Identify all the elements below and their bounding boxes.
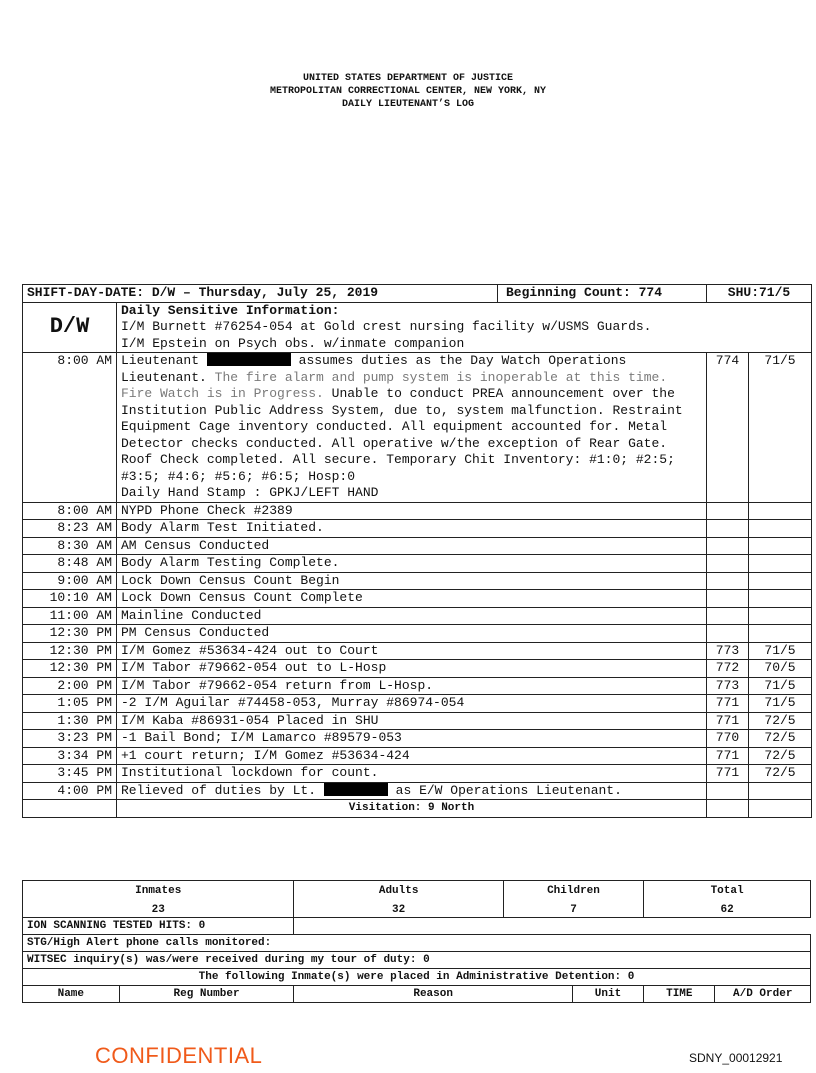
entry-count: 773 — [707, 642, 749, 660]
entry-shu — [749, 520, 812, 538]
entry-text-b: assumes duties as the Day Watch Operations Lieutenant. — [121, 353, 627, 385]
entry-count: 774 — [707, 353, 749, 503]
entry-time: 8:48 AM — [23, 555, 117, 573]
first-entry-row — [23, 353, 812, 503]
last-entry-row — [23, 782, 812, 800]
witsec-inquiry: WITSEC inquiry(s) was/were received during my tour of duty: 0 — [23, 952, 811, 969]
entry-time: 8:30 AM — [23, 537, 117, 555]
entry-time: 9:00 AM — [23, 572, 117, 590]
entry-text-grey: The fire alarm and pump system is inoperable at this time. Fire Watch is in Progress. — [121, 369, 668, 401]
admin-row — [23, 969, 811, 986]
sensitive-line-1: I/M Burnett #76254-054 at Gold crest nursing facility w/USMS Guards. — [121, 319, 652, 334]
entry-time: 11:00 AM — [23, 607, 117, 625]
entry-shu — [749, 537, 812, 555]
header-line-2: METROPOLITAN CORRECTIONAL CENTER, NEW YORK, NY — [269, 86, 547, 97]
entry-count: 770 — [707, 730, 749, 748]
log-entry-row — [23, 537, 812, 555]
log-entry-row — [23, 695, 812, 713]
entry-shu — [749, 607, 812, 625]
entry-shu: 71/5 — [749, 695, 812, 713]
witsec-row — [23, 952, 811, 969]
col-total: Total — [644, 881, 811, 902]
col-unit: Unit — [572, 986, 643, 1003]
entry-count — [707, 590, 749, 608]
entry-text: NYPD Phone Check #2389 — [117, 502, 707, 520]
entry-text-d: Daily Hand Stamp : GPKJ/LEFT HAND — [121, 485, 379, 500]
entry-count: 771 — [707, 765, 749, 783]
val-children: 7 — [503, 901, 643, 918]
entry-time: 2:00 PM — [23, 677, 117, 695]
entry-text: I/M Tabor #79662-054 return from L-Hosp. — [117, 677, 707, 695]
visitation-header-row — [23, 881, 811, 902]
entry-shu: 71/5 — [749, 642, 812, 660]
entries-body — [23, 502, 812, 782]
val-adults: 32 — [294, 901, 503, 918]
shu-count: SHU:71/5 — [707, 285, 812, 303]
entry-text: Body Alarm Testing Complete. — [117, 555, 707, 573]
entry-time: 10:10 AM — [23, 590, 117, 608]
log-entry-row — [23, 660, 812, 678]
entry-text-c: Unable to conduct PREA announcement over the Institution Public Address System, due to, system malfunction. Restraint Equipment Cage inventory conducted. All equipment accounted for. Metal Detector checks conducted. All operative w/the exception of Rear Gate. Roof Check completed. All secure. Temporary Chit Inventory: #1:0; #2:5; #3:5; #4:6; #5:6; #6:5; Hosp:0 — [121, 386, 683, 484]
beginning-count: Beginning Count: 774 — [506, 285, 663, 300]
entry-shu — [749, 625, 812, 643]
entry-text — [117, 782, 707, 800]
log-entry-row — [23, 590, 812, 608]
confidential-mark: CONFIDENTIAL — [95, 1043, 263, 1068]
log-entry-row — [23, 520, 812, 538]
log-entry-row — [23, 747, 812, 765]
entry-text — [117, 353, 707, 503]
entry-time: 3:34 PM — [23, 747, 117, 765]
entry-time: 12:30 PM — [23, 642, 117, 660]
entry-count: 771 — [707, 695, 749, 713]
entry-count: 773 — [707, 677, 749, 695]
col-children: Children — [503, 881, 643, 902]
entry-count — [707, 625, 749, 643]
col-time: TIME — [644, 986, 715, 1003]
entry-text-a: Lieutenant — [121, 353, 200, 368]
ion-row — [23, 918, 811, 935]
entry-shu — [749, 590, 812, 608]
stg-calls: STG/High Alert phone calls monitored: — [23, 935, 811, 952]
entry-text: I/M Kaba #86931-054 Placed in SHU — [117, 712, 707, 730]
visitation-title-row — [23, 800, 812, 818]
entry-time: 4:00 PM — [23, 782, 117, 800]
log-entry-row — [23, 625, 812, 643]
shift-code: D/W — [23, 302, 117, 353]
entry-shu: 71/5 — [749, 677, 812, 695]
admin-detention: The following Inmate(s) were placed in Administrative Detention: 0 — [23, 969, 811, 986]
entry-text: PM Census Conducted — [117, 625, 707, 643]
entry-text-b: as E/W Operations Lieutenant. — [395, 782, 622, 798]
entry-shu — [749, 502, 812, 520]
entry-text: I/M Gomez #53634-424 out to Court — [117, 642, 707, 660]
val-inmates: 23 — [23, 901, 294, 918]
ion-scanning: ION SCANNING TESTED HITS: 0 — [23, 918, 294, 935]
log-entry-row — [23, 502, 812, 520]
entry-count — [707, 520, 749, 538]
entry-count — [707, 572, 749, 590]
visitation-table — [22, 880, 811, 1003]
entry-time: 3:23 PM — [23, 730, 117, 748]
visitation-value-row — [23, 901, 811, 918]
log-entry-row — [23, 572, 812, 590]
entry-time: 8:23 AM — [23, 520, 117, 538]
entry-count — [707, 607, 749, 625]
entry-time: 1:30 PM — [23, 712, 117, 730]
entry-time: 3:45 PM — [23, 765, 117, 783]
entry-shu: 72/5 — [749, 730, 812, 748]
entry-time: 12:30 PM — [23, 660, 117, 678]
entry-text: Mainline Conducted — [117, 607, 707, 625]
entry-shu: 71/5 — [749, 353, 812, 503]
col-name: Name — [23, 986, 120, 1003]
log-entry-row — [23, 607, 812, 625]
entry-text: Body Alarm Test Initiated. — [117, 520, 707, 538]
entry-count: 771 — [707, 712, 749, 730]
col-inmates: Inmates — [23, 881, 294, 902]
col-reg-number: Reg Number — [119, 986, 294, 1003]
entry-text-a: Relieved of duties by Lt. — [121, 782, 317, 798]
log-entry-row — [23, 677, 812, 695]
log-entry-row — [23, 765, 812, 783]
sensitive-row — [23, 302, 812, 353]
entry-text: -1 Bail Bond; I/M Lamarco #89579-053 — [117, 730, 707, 748]
summary-row — [23, 285, 812, 303]
log-entry-row — [23, 555, 812, 573]
entry-count — [707, 537, 749, 555]
entry-count — [707, 502, 749, 520]
entry-time: 8:00 AM — [23, 353, 117, 503]
entry-time: 8:00 AM — [23, 502, 117, 520]
entry-count: 772 — [707, 660, 749, 678]
shift-day-date: SHIFT-DAY-DATE: D/W – Thursday, July 25, 2019 — [23, 285, 498, 302]
log-entry-row — [23, 730, 812, 748]
val-total: 62 — [644, 901, 811, 918]
entry-text: Lock Down Census Count Begin — [117, 572, 707, 590]
entry-shu: 72/5 — [749, 765, 812, 783]
entry-text: AM Census Conducted — [117, 537, 707, 555]
col-adults: Adults — [294, 881, 503, 902]
entry-shu — [749, 572, 812, 590]
log-entry-row — [23, 712, 812, 730]
col-ad-order: A/D Order — [715, 986, 811, 1003]
bates-number: SDNY_00012921 — [689, 1051, 783, 1065]
log-entry-row — [23, 642, 812, 660]
entry-text: +1 court return; I/M Gomez #53634-424 — [117, 747, 707, 765]
redaction-bar — [324, 783, 388, 796]
entry-time: 12:30 PM — [23, 625, 117, 643]
stg-row — [23, 935, 811, 952]
document-header — [0, 72, 816, 111]
redaction-bar — [207, 353, 291, 366]
header-line-1: UNITED STATES DEPARTMENT OF JUSTICE — [302, 73, 514, 84]
sensitive-line-2: I/M Epstein on Psych obs. w/inmate companion — [121, 335, 465, 351]
header-line-3: DAILY LIEUTENANT’S LOG — [341, 99, 475, 110]
entry-count — [707, 555, 749, 573]
visitation-title: Visitation: 9 North — [117, 800, 707, 818]
col-reason: Reason — [294, 986, 572, 1003]
sensitive-title: Daily Sensitive Information: — [121, 302, 340, 318]
entry-shu: 72/5 — [749, 747, 812, 765]
log-table — [22, 284, 812, 818]
entry-shu: 72/5 — [749, 712, 812, 730]
entry-text: Lock Down Census Count Complete — [117, 590, 707, 608]
entry-count: 771 — [707, 747, 749, 765]
entry-time: 1:05 PM — [23, 695, 117, 713]
entry-shu — [749, 555, 812, 573]
entry-shu: 70/5 — [749, 660, 812, 678]
entry-text: I/M Tabor #79662-054 out to L-Hosp — [117, 660, 707, 678]
entry-text: -2 I/M Aguilar #74458-053, Murray #86974-054 — [117, 695, 707, 713]
entry-text: Institutional lockdown for count. — [117, 765, 707, 783]
admin-header-row — [23, 986, 811, 1003]
